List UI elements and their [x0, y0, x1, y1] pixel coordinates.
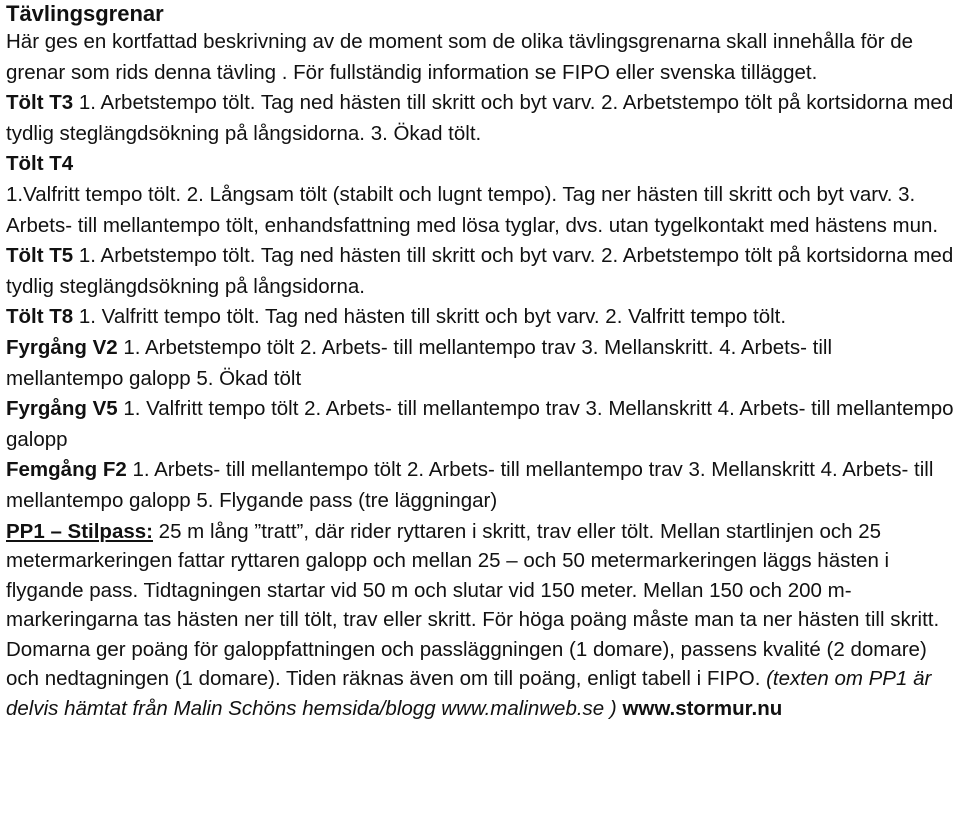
t5-label: Tölt T5 [6, 244, 74, 268]
t3-paragraph [6, 88, 954, 149]
page-title: Tävlingsgrenar [6, 1, 164, 26]
stormur-link[interactable]: www.stormur.nu [622, 696, 783, 720]
t8-text: 1. Valfritt tempo tölt. Tag ned hästen till skritt och byt varv. 2. Valfritt tempo tölt. [73, 305, 787, 329]
t4-paragraph [6, 149, 954, 241]
intro-paragraph [6, 27, 954, 88]
pp1-text: 25 m lång ”tratt”, där rider ryttaren i skritt, trav eller tölt. Mellan startlinjen och 25 metermarkeringen fattar ryttaren galopp och mellan 25 – och 50 metermarkeringen läggs hästen i flygande pass. Tidtagningen startar vid 50 m och slutar vid 150 meter. Mellan 150 och 200 m-markeringarna tas hästen ner till tölt, trav eller skritt. För höga poäng måste man ta ner hästen till skritt. Domarna ger poäng för galoppfattningen och passläggningen (1 domare), passens kvalité (2 domare) och nedtagningen (1 domare). Tiden räknas även om till poäng, enligt tabell i FIPO. [6, 519, 940, 690]
pp1-label: PP1 – Stilpass: [6, 519, 153, 543]
t5-paragraph [6, 241, 954, 302]
v2-text: 1. Arbetstempo tölt 2. Arbets- till mellantempo trav 3. Mellanskritt. 4. Arbets- till mellantempo galopp 5. Ökad tölt [6, 335, 833, 390]
v2-paragraph [6, 333, 954, 394]
t3-label: Tölt T3 [6, 91, 74, 115]
pp1-source-note: (texten om PP1 är delvis hämtat från Malin Schöns hemsida/blogg www.malinweb.se ) [6, 667, 932, 720]
t5-text: 1. Arbetstempo tölt. Tag ned hästen till skritt och byt varv. 2. Arbetstempo tölt på kortsidorna med tydlig steglängdsökning på långsidorna. [6, 244, 954, 298]
f2-paragraph [6, 455, 954, 516]
f2-label: Femgång F2 [6, 458, 127, 482]
v5-label: Fyrgång V5 [6, 397, 118, 421]
v5-text: 1. Valfritt tempo tölt 2. Arbets- till mellantempo trav 3. Mellanskritt 4. Arbets- till mellantempo galopp [6, 397, 954, 451]
pp1-paragraph [6, 517, 954, 724]
t4-text: 1.Valfritt tempo tölt. 2. Långsam tölt (stabilt och lugnt tempo). Tag ner hästen till skritt och byt varv. 3. Arbets- till mellantempo tölt, enhandsfattning med lösa tyglar, dvs. utan tygelkontakt med hästens mun. [6, 182, 939, 237]
intro-text: Här ges en kortfattad beskrivning av de moment som de olika tävlingsgrenarna skall innehålla för de grenar som rids denna tävling . För fullständig information se FIPO eller svenska tillägget. [6, 30, 914, 84]
v5-paragraph [6, 394, 954, 455]
t3-text: 1. Arbetstempo tölt. Tag ned hästen till skritt och byt varv. 2. Arbetstempo tölt på kortsidorna med tydlig steglängdsökning på långsidorna. 3. Ökad tölt. [6, 91, 954, 145]
v2-label: Fyrgång V2 [6, 335, 118, 359]
t8-paragraph [6, 302, 954, 333]
t4-label: Tölt T4 [6, 152, 74, 176]
f2-text: 1. Arbets- till mellantempo tölt 2. Arbets- till mellantempo trav 3. Mellanskritt 4. Arbets- till mellantempo galopp 5. Flygande pass (tre läggningar) [6, 458, 934, 512]
t8-label: Tölt T8 [6, 305, 74, 329]
